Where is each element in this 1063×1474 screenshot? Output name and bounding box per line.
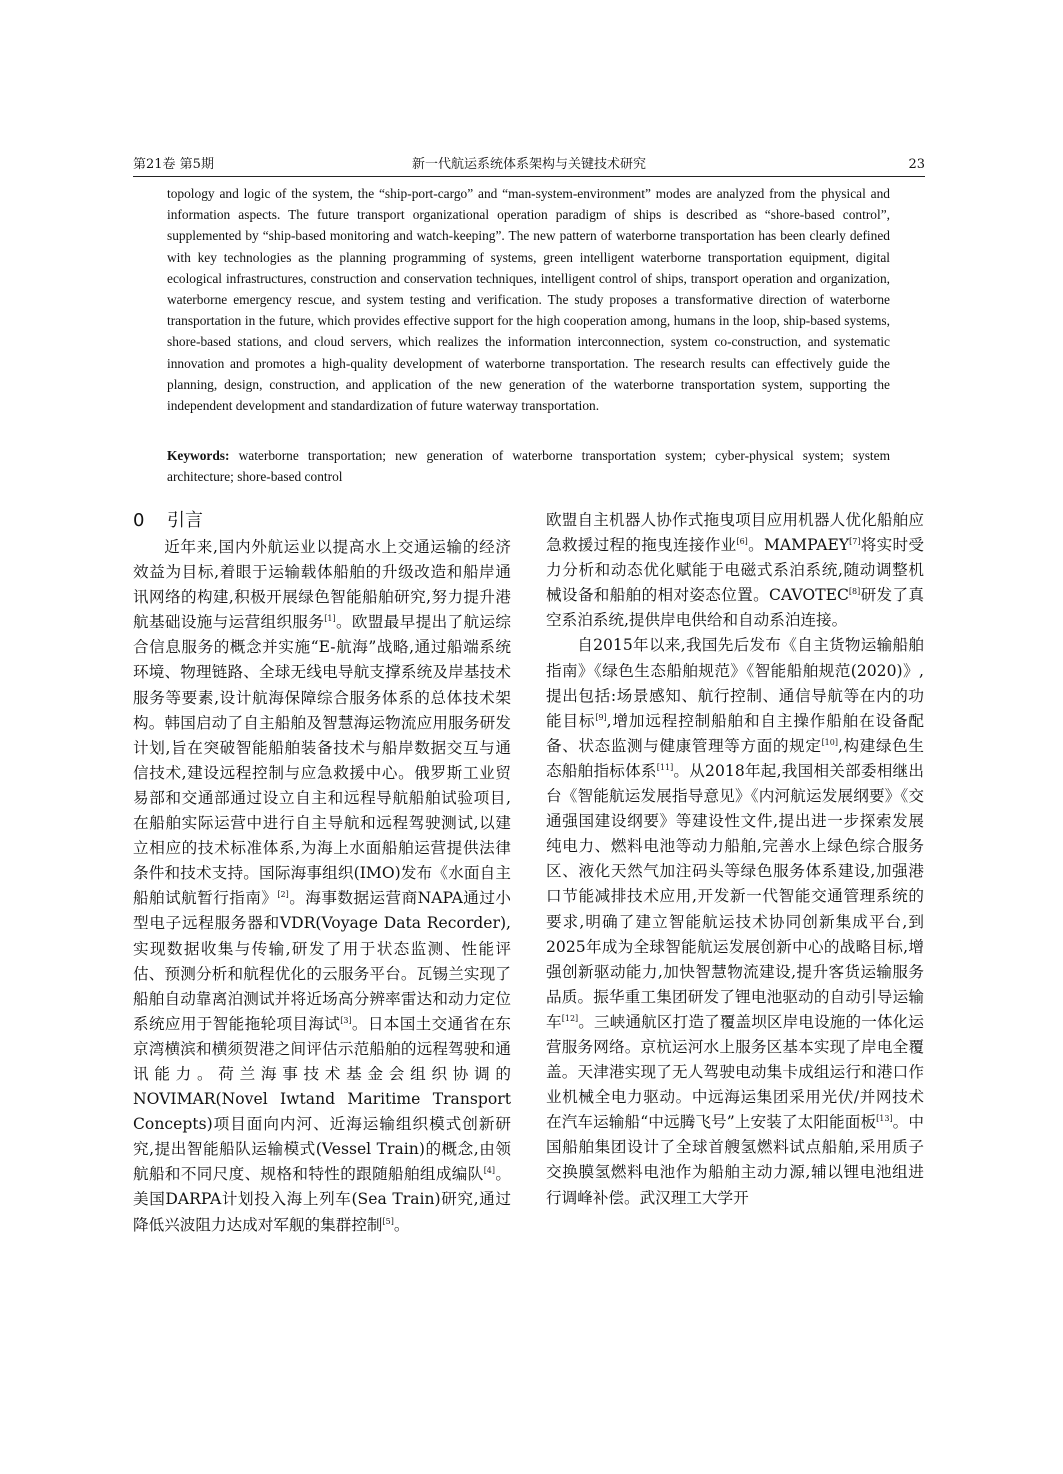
text-run: 研发了真空系泊系统,提供岸电供给和自动系泊连接。 [546,586,924,630]
text-run: 。三峡通航区打造了覆盖坝区岸电设施的一体化运营服务网络。京杭运河水上服务区基本实现了岸电全覆盖。天津港实现了无人驾驶电动集卡成组运行和港口作业机械全电力驱动。中远海运集团采用光伏/并网技术在汽车运输船“中远腾飞号”上安装了太阳能面板 [546,1012,924,1132]
citation: [2] [277,890,289,900]
intro-paragraph-2 [546,633,924,1210]
citation: [10] [821,737,838,747]
page-number: 23 [908,157,925,172]
text-run: 。欧盟最早提出了航运综合信息服务的概念并实施“E-航海”战略,通过船端系统环境、物理链路、全球无线电导航支撑系统及岸基技术服务等要素,设计航海保障综合服务体系的总体技术架构。韩国启动了自主船舶及智慧海运物流应用服务研发计划,旨在突破智能船舶装备技术与船岸数据交互与通信技术,建设远程控制与应急救援中心。俄罗斯工业贸易部和交通部通过设立自主和远程导航船舶试验项目,在船舶实际运营中进行自主导航和远程驾驶测试,以建立相应的技术标准体系,为海上水面船舶运营提供法律条件和技术支持。国际海事组织(IMO)发布《水面自主船舶试航暂行指南》 [133,613,511,908]
section-heading [133,508,511,534]
english-abstract: topology and logic of the system, the “ship-port-cargo” and “man-system-environment” modes are analyzed from the physical and information aspects. The future transport organizational operation paradigm of ships is described as “shore-based control”, supplemented by “ship-based monitoring and watch-keeping”. The new pattern of waterborne transportation has been clearly defined with key technologies as the planning programming of systems, green intelligent waterborne transportation equipment, digital ecological infrastructures, construction and conservation techniques, intelligent control of ships, transport operation and organization, waterborne emergency rescue, and system testing and verification. The study proposes a transformative direction of waterborne transportation in the future, which provides effective support for the high cooperation among, humans in the loop, ship-based systems, shore-based stations, and cloud servers, which realizes the information interconnection, system co-construction, and systematic innovation and promotes a high-quality development of waterborne transportation. The research results can effectively guide the planning, design, construction, and application of the new generation of the waterborne transportation system, supporting the independent development and standardization of future waterway transportation. [167,186,890,414]
citation: [8] [848,587,861,597]
citation: [6] [736,536,748,546]
citation: [7] [849,536,861,546]
citation: [13] [876,1114,893,1124]
citation: [1] [324,614,336,624]
keywords-text: waterborne transportation; new generation of waterborne transportation system; cyber-physical system; system architecture; shore-based control [167,448,890,485]
keywords [167,445,890,487]
citation: [11] [656,762,674,772]
text-run: 。从2018年起,我国相关部委相继出台《智能航运发展指导意见》《内河航运发展纲要》《交通强国建设纲要》等建设性文件,提出进一步探索发展纯电力、燃料电池等动力船舶,完善水上绿色综合服务区、液化天然气加注码头等绿色服务体系建设,加强港口节能减排技术应用,开发新一代智能交通管理系统的要求,明确了建立智能航运技术协同创新集成平台,到2025年成为全球智能航运发展创新中心的战略目标,增强创新驱动能力,加快智慧物流建设,提升客货运输服务品质。振华重工集团研发了锂电池驱动的自动引导运输车 [546,761,924,1031]
text-run: 。海事数据运营商NAPA通过小型电子远程服务器和VDR(Voyage Data Recorder),实现数据收集与传输,研发了用于状态监测、性能评估、预测分析和航程优化的云服务平台。瓦锡兰实现了船舶自动靠离泊测试并将近场高分辨率雷达和动力定位系统应用于智能拖轮项目海试 [133,889,511,1033]
text-run: 。美国DARPA计划投入海上列车(Sea Train)研究,通过降低兴波阻力达成对军舰的集群控制 [133,1165,511,1234]
journal-title: 新一代航运系统体系架构与关键技术研究 [411,157,646,172]
citation: [12] [561,1013,579,1023]
citation: [3] [340,1015,352,1025]
left-column [133,508,511,1338]
citation: [5] [382,1216,394,1226]
text-run: 自2015年以来,我国先后发布《自主货物运输船舶指南》《绿色生态船舶规范》《智能船舶规范(2020)》,提出包括:场景感知、航行控制、通信导航等在内的功能目标 [546,636,924,730]
volume-issue: 第21卷 第5期 [133,157,214,172]
running-header [133,156,925,177]
text-run: 。日本国土交通省在东京湾横滨和横须贺港之间评估示范船舶的远程驾驶和通讯能力。荷兰海事技术基金会组织协调的NOVIMAR(Novel Iwtand Maritime Transport Concepts)项目面向内河、近海运输组织模式创新研究,提出智能船队运输模式(Vessel Train)的概念,由领航船和不同尺度、规格和特性的跟随船舶组成编队 [133,1014,511,1184]
section-number: 0 [133,510,145,531]
text-run: 。 [393,1215,410,1234]
text-run: 。中国船舶集团设计了全球首艘氢燃料试点船舶,采用质子交换膜氢燃料电池作为船舶主动力源,辅以锂电池组进行调峰补偿。武汉理工大学开 [546,1113,924,1207]
text-run: 近年来,国内外航运业以提高水上交通运输的经济效益为目标,着眼于运输载体船舶的升级改造和船岸通讯网络的构建,积极开展绿色智能船舶研究,努力提升港航基础设施与运营组织服务 [133,538,511,632]
citation: [4] [483,1166,496,1176]
intro-paragraph-1-continued [546,508,924,633]
text-run: ,构建绿色生态船舶指标体系 [546,736,924,780]
text-run: 。MAMPAEY [747,536,850,555]
intro-paragraph-1 [133,535,511,1238]
citation: [9] [595,712,607,722]
text-run: 欧盟自主机器人协作式拖曳项目应用机器人优化船舶应急救援过程的拖曳连接作业 [546,511,924,555]
text-run: 将实时受力分析和动态优化赋能于电磁式系泊系统,随动调整机械设备和船舶的相对姿态位置。CAVOTEC [546,536,924,605]
keywords-label: Keywords: [167,448,230,463]
right-column [546,508,924,1338]
section-title: 引言 [167,510,203,531]
text-run: ,增加远程控制船舶和自主操作船舶在设备配备、状态监测与健康管理等方面的规定 [546,711,924,755]
